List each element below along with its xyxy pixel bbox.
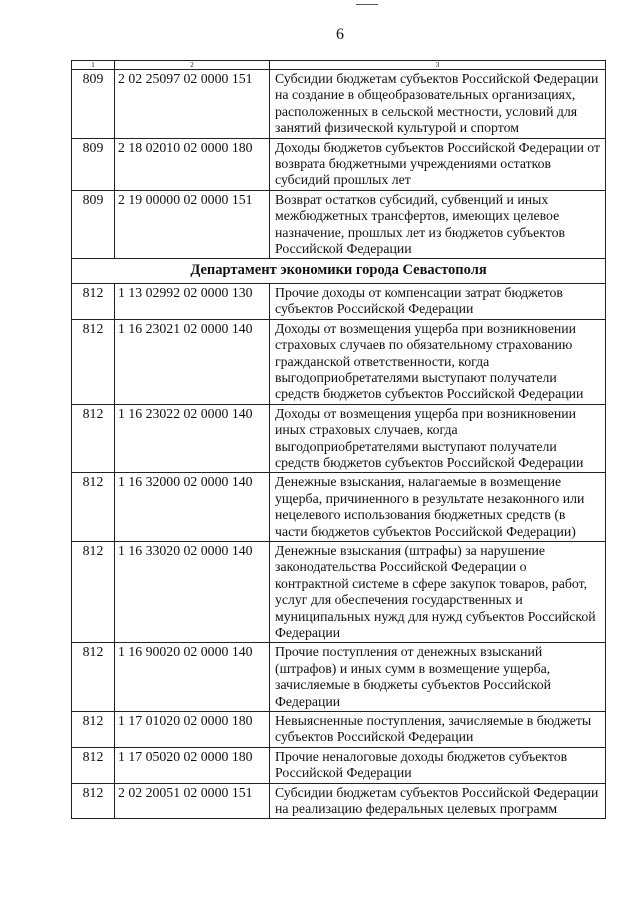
revenue-code-cell: 1 16 23021 02 0000 140 — [115, 319, 270, 404]
revenue-name-cell: Субсидии бюджетам субъектов Российской Федерации на реализацию федеральных целевых программ — [270, 783, 606, 819]
table-row — [72, 138, 606, 190]
table-row — [72, 712, 606, 748]
revenue-name-cell: Субсидии бюджетам субъектов Российской Федерации на создание в общеобразовательных организациях, расположенных в сельской местности, условий для занятий физической культурой и спортом — [270, 70, 606, 139]
page-number: 6 — [336, 26, 344, 43]
revenue-name-cell: Доходы от возмещения ущерба при возникновении страховых случаев по обязательному страхованию гражданской ответственности, когда выгодоприобретателями выступают получатели средств бюджетов субъектов Российской Федерации — [270, 319, 606, 404]
revenue-code-cell: 1 16 32000 02 0000 140 — [115, 473, 270, 542]
admin-code-cell: 812 — [72, 319, 115, 404]
admin-code-cell: 812 — [72, 712, 115, 748]
admin-code-cell: 812 — [72, 541, 115, 642]
admin-code-cell: 812 — [72, 404, 115, 473]
revenue-name-cell: Денежные взыскания (штрафы) за нарушение законодательства Российской Федерации о контрактной системе в сфере закупок товаров, работ, услуг для обеспечения государственных и муниципальных нужд для нужд субъектов Российской Федерации — [270, 541, 606, 642]
revenue-name-cell: Денежные взыскания, налагаемые в возмещение ущерба, причиненного в результате незаконного или нецелевого использования бюджетных средств (в части бюджетов субъектов Российской Федерации) — [270, 473, 606, 542]
revenue-code-cell: 2 19 00000 02 0000 151 — [115, 190, 270, 259]
admin-code-cell: 812 — [72, 283, 115, 319]
section-title: Департамент экономики города Севастополя — [72, 259, 606, 283]
table-row — [72, 319, 606, 404]
table-row — [72, 70, 606, 139]
revenue-code-cell: 1 13 02992 02 0000 130 — [115, 283, 270, 319]
table-row — [72, 283, 606, 319]
admin-code-cell: 809 — [72, 138, 115, 190]
revenue-code-cell: 1 16 23022 02 0000 140 — [115, 404, 270, 473]
admin-code-cell: 812 — [72, 747, 115, 783]
column-number-3: 3 — [270, 61, 606, 70]
table-row — [72, 404, 606, 473]
revenue-name-cell: Доходы от возмещения ущерба при возникновении иных страховых случаев, когда выгодоприобретателями выступают получатели средств бюджетов субъектов Российской Федерации — [270, 404, 606, 473]
table-row — [72, 541, 606, 642]
top-mark — [356, 4, 378, 5]
revenue-name-cell: Возврат остатков субсидий, субвенций и иных межбюджетных трансфертов, имеющих целевое назначение, прошлых лет из бюджетов субъектов Российской Федерации — [270, 190, 606, 259]
admin-code-cell: 812 — [72, 473, 115, 542]
column-number-2: 2 — [115, 61, 270, 70]
revenue-name-cell: Доходы бюджетов субъектов Российской Федерации от возврата бюджетными учреждениями остатков субсидий прошлых лет — [270, 138, 606, 190]
revenue-code-cell: 1 17 05020 02 0000 180 — [115, 747, 270, 783]
table-row — [72, 783, 606, 819]
section-header-row — [72, 259, 606, 283]
table-row — [72, 643, 606, 712]
admin-code-cell: 812 — [72, 783, 115, 819]
revenue-code-cell: 2 02 20051 02 0000 151 — [115, 783, 270, 819]
revenue-code-cell: 2 02 25097 02 0000 151 — [115, 70, 270, 139]
revenue-code-cell: 1 17 01020 02 0000 180 — [115, 712, 270, 748]
revenue-name-cell: Прочие неналоговые доходы бюджетов субъектов Российской Федерации — [270, 747, 606, 783]
admin-code-cell: 809 — [72, 190, 115, 259]
column-number-1: 1 — [72, 61, 115, 70]
table-row — [72, 190, 606, 259]
column-number-row — [72, 61, 606, 70]
table-row — [72, 747, 606, 783]
revenue-name-cell: Невыясненные поступления, зачисляемые в бюджеты субъектов Российской Федерации — [270, 712, 606, 748]
revenue-name-cell: Прочие доходы от компенсации затрат бюджетов субъектов Российской Федерации — [270, 283, 606, 319]
revenue-code-cell: 1 16 33020 02 0000 140 — [115, 541, 270, 642]
revenue-codes-table — [71, 60, 606, 819]
table-row — [72, 473, 606, 542]
admin-code-cell: 812 — [72, 643, 115, 712]
admin-code-cell: 809 — [72, 70, 115, 139]
revenue-code-cell: 1 16 90020 02 0000 140 — [115, 643, 270, 712]
revenue-code-cell: 2 18 02010 02 0000 180 — [115, 138, 270, 190]
revenue-name-cell: Прочие поступления от денежных взысканий (штрафов) и иных сумм в возмещение ущерба, зачисляемые в бюджеты субъектов Российской Федерации — [270, 643, 606, 712]
